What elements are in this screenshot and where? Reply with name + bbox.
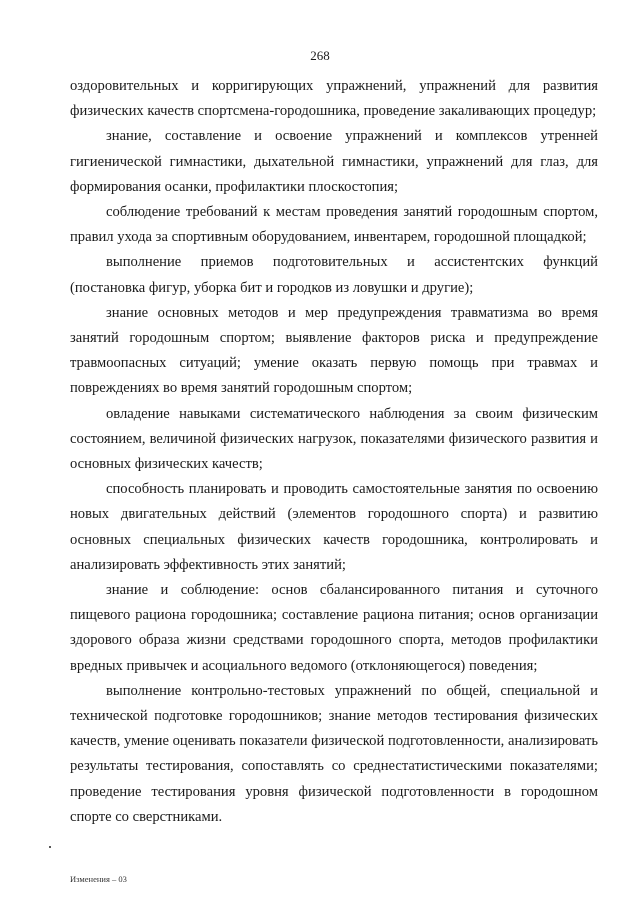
paragraph: знание и соблюдение: основ сбалансированного питания и суточного пищевого рациона городошника; составление рациона питания; основ организации здорового образа жизни средствами городошного спорта, методов профилактики вредных привычек и асоциального ведомого (отклоняющегося) поведения;: [70, 582, 598, 674]
paragraph: выполнение контрольно-тестовых упражнений по общей, специальной и технической подготовке городошников; знание методов тестирования физических качеств, умение оценивать показатели физической подготовленности, анализировать результаты тестирования, сопоставлять со среднестатистическими показателями; проведение тестирования уровня физической подготовленности в городошном спорте со сверстниками.: [70, 682, 598, 825]
footer-note: Изменения – 03: [70, 874, 127, 884]
paragraph: знание, составление и освоение упражнений и комплексов утренней гигиенической гимнастики, дыхательной гимнастики, упражнений для глаз, для формирования осанки, профилактики плоскостопия;: [70, 128, 598, 195]
paragraph: соблюдение требований к местам проведения занятий городошным спортом, правил ухода за спортивным оборудованием, инвентарем, городошной площадкой;: [70, 204, 598, 246]
scan-speck: [49, 846, 51, 848]
body-text: [70, 74, 598, 830]
paragraph: овладение навыками систематического наблюдения за своим физическим состоянием, величиной физических нагрузок, показателями физического развития и основных физических качеств;: [70, 405, 598, 473]
paragraph: оздоровительных и корригирующих упражнений, упражнений для развития физических качеств спортсмена-городошника, проведение закаливающих процедур;: [70, 78, 598, 120]
paragraph: знание основных методов и мер предупреждения травматизма во время занятий городошным спортом; выявление факторов риска и предупреждение травмоопасных ситуаций; умение оказать первую помощь при травмах и повреждениях во время занятий городошным спортом;: [70, 304, 598, 397]
paragraph: способность планировать и проводить самостоятельные занятия по освоению новых двигательных действий (элементов городошного спорта) и развитию основных специальных физических качеств городошника, контролировать и анализировать эффективность этих занятий;: [70, 481, 598, 573]
page-number: 268: [310, 48, 330, 63]
paragraph: выполнение приемов подготовительных и ассистентских функций (постановка фигур, уборка бит и городков из ловушки и другие);: [70, 254, 598, 296]
